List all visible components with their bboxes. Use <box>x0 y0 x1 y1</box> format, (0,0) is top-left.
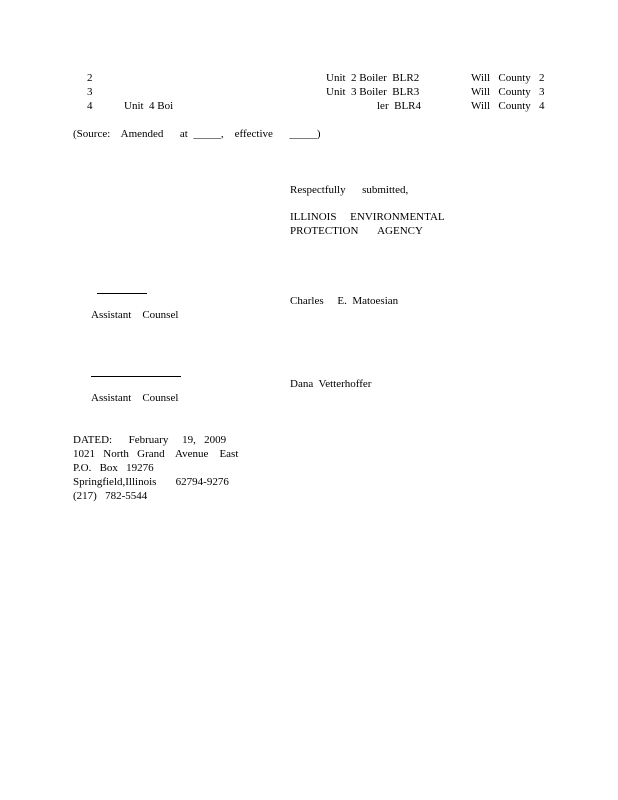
row-number: 2 <box>87 72 93 84</box>
row-unit-description-part1: Unit 4 Boi <box>124 100 174 112</box>
row-county: Will County 4 <box>471 100 545 112</box>
address-line: 1021 North Grand Avenue East <box>73 448 239 460</box>
signature-line <box>97 293 147 294</box>
phone-line: (217) 782-5544 <box>73 490 148 502</box>
agency-name-line2: PROTECTION AGENCY <box>290 225 423 237</box>
row-number: 4 <box>87 100 93 112</box>
signer-name: Charles E. Matoesian <box>290 295 399 307</box>
signature-line <box>91 376 181 377</box>
signer-title: Assistant Counsel <box>91 392 179 404</box>
row-number: 3 <box>87 86 93 98</box>
closing-text: Respectfully submitted, <box>290 184 409 196</box>
source-note: (Source: Amended at _____, effective _____) <box>73 128 321 140</box>
signer-name: Dana Vetterhoffer <box>290 378 372 390</box>
row-unit-description-part2: ler BLR4 <box>377 100 421 112</box>
row-unit-description: Unit 2 Boiler BLR2 <box>326 72 420 84</box>
address-line: Springfield,Illinois 62794-9276 <box>73 476 229 488</box>
dated-line: DATED: February 19, 2009 <box>73 434 227 446</box>
row-unit-description: Unit 3 Boiler BLR3 <box>326 86 420 98</box>
row-county: Will County 2 <box>471 72 545 84</box>
agency-name-line1: ILLINOIS ENVIRONMENTAL <box>290 211 445 223</box>
address-line: P.O. Box 19276 <box>73 462 154 474</box>
signer-title: Assistant Counsel <box>91 309 179 321</box>
row-county: Will County 3 <box>471 86 545 98</box>
